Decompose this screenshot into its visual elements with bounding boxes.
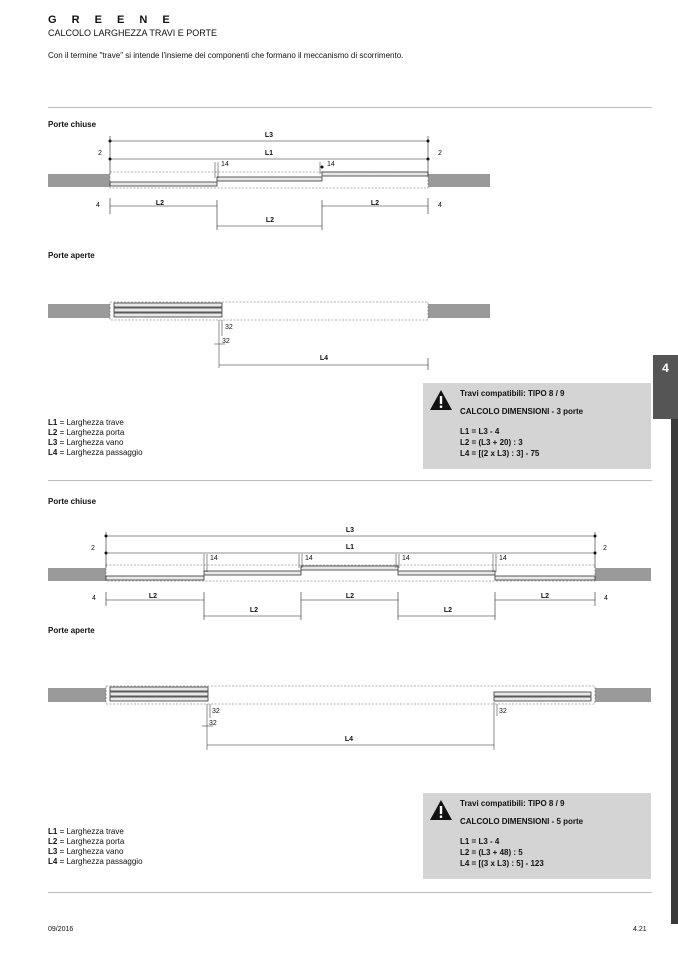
legend-item: L4 = Larghezza passaggio xyxy=(48,448,143,457)
info-calc: CALCOLO DIMENSIONI - 5 porte xyxy=(460,817,584,826)
diagram-3-doors-closed xyxy=(0,128,678,238)
footer-date: 09/2016 xyxy=(48,926,74,933)
dim-32-b: 32 xyxy=(222,338,230,345)
dim-l2-b: L2 xyxy=(345,593,355,600)
legend-item: L2 = Larghezza porta xyxy=(48,837,125,846)
diagram-3-doors-open xyxy=(0,296,678,376)
info-formula-l4: L4 = [(3 x L3) : 5] - 123 xyxy=(460,859,544,868)
dim-14-b: 14 xyxy=(327,161,335,168)
dim-14-c: 14 xyxy=(402,555,410,562)
dim-2-right: 2 xyxy=(603,545,607,552)
dim-4-left: 4 xyxy=(92,595,96,602)
dim-14-b: 14 xyxy=(305,555,313,562)
info-box-3-doors xyxy=(423,383,651,469)
dim-32-a: 32 xyxy=(212,708,220,715)
dim-l2-a: L2 xyxy=(155,200,165,207)
divider xyxy=(48,892,652,893)
dim-l1: L1 xyxy=(264,150,274,157)
diagram-5-doors-open xyxy=(0,684,678,754)
legend-item: L1 = Larghezza trave xyxy=(48,827,124,836)
legend-item: L3 = Larghezza vano xyxy=(48,438,124,447)
dim-2-left: 2 xyxy=(98,150,102,157)
legend-item: L4 = Larghezza passaggio xyxy=(48,857,143,866)
dim-14-d: 14 xyxy=(499,555,507,562)
legend-item: L3 = Larghezza vano xyxy=(48,847,124,856)
section2-open-title: Porte aperte xyxy=(48,626,95,635)
dim-l2-a: L2 xyxy=(148,593,158,600)
dim-14-a: 14 xyxy=(210,555,218,562)
chapter-tab: 4 xyxy=(653,355,678,419)
legend-item: L1 = Larghezza trave xyxy=(48,418,124,427)
dim-32-c: 32 xyxy=(499,708,507,715)
info-formula-l2: L2 = (L3 + 48) : 5 xyxy=(460,848,523,857)
chapter-sidebar-bar xyxy=(671,419,678,924)
legend-item: L2 = Larghezza porta xyxy=(48,428,125,437)
dim-l4: L4 xyxy=(344,736,354,743)
dim-l2-e: L2 xyxy=(443,607,453,614)
dim-14-a: 14 xyxy=(221,161,229,168)
divider xyxy=(48,107,652,108)
dim-l3: L3 xyxy=(264,132,274,139)
info-calc: CALCOLO DIMENSIONI - 3 porte xyxy=(460,407,584,416)
dim-l1: L1 xyxy=(345,544,355,551)
info-formula-l4: L4 = [(2 x L3) : 3] - 75 xyxy=(460,449,540,458)
dim-32-b: 32 xyxy=(209,720,217,727)
section2-closed-title: Porte chiuse xyxy=(48,497,97,506)
dim-4-left: 4 xyxy=(96,202,100,209)
dim-l2-c: L2 xyxy=(265,217,275,224)
warning-icon xyxy=(429,799,453,821)
divider xyxy=(48,480,652,481)
info-compat: Travi compatibili: TIPO 8 / 9 xyxy=(460,799,565,808)
legend-section2 xyxy=(48,827,143,867)
section1-closed-title: Porte chiuse xyxy=(48,120,97,129)
brand-name: G R E E N E xyxy=(48,14,176,26)
dim-l2-b: L2 xyxy=(370,200,380,207)
dim-l4: L4 xyxy=(319,355,329,362)
diagram-5-doors-closed xyxy=(0,522,678,622)
info-formula-l1: L1 = L3 - 4 xyxy=(460,837,500,846)
dim-32-a: 32 xyxy=(225,324,233,331)
legend-section1 xyxy=(48,418,143,458)
page-subtitle: CALCOLO LARGHEZZA TRAVI E PORTE xyxy=(48,28,218,38)
dim-4-right: 4 xyxy=(604,595,608,602)
dim-l3: L3 xyxy=(345,527,355,534)
page-number: 4.21 xyxy=(633,926,647,933)
dim-4-right: 4 xyxy=(438,202,442,209)
section1-open-title: Porte aperte xyxy=(48,251,95,260)
info-formula-l2: L2 = (L3 + 20) : 3 xyxy=(460,438,523,447)
dim-l2-c: L2 xyxy=(540,593,550,600)
dim-l2-d: L2 xyxy=(249,607,259,614)
info-box-5-doors xyxy=(423,793,651,879)
info-compat: Travi compatibili: TIPO 8 / 9 xyxy=(460,389,565,398)
dim-2-left: 2 xyxy=(91,545,95,552)
info-formula-l1: L1 = L3 - 4 xyxy=(460,427,500,436)
intro-text: Con il termine "trave" si intende l'insieme dei componenti che formano il meccanismo di scorrimento. xyxy=(48,51,404,60)
dim-2-right: 2 xyxy=(438,150,442,157)
warning-icon xyxy=(429,389,453,411)
